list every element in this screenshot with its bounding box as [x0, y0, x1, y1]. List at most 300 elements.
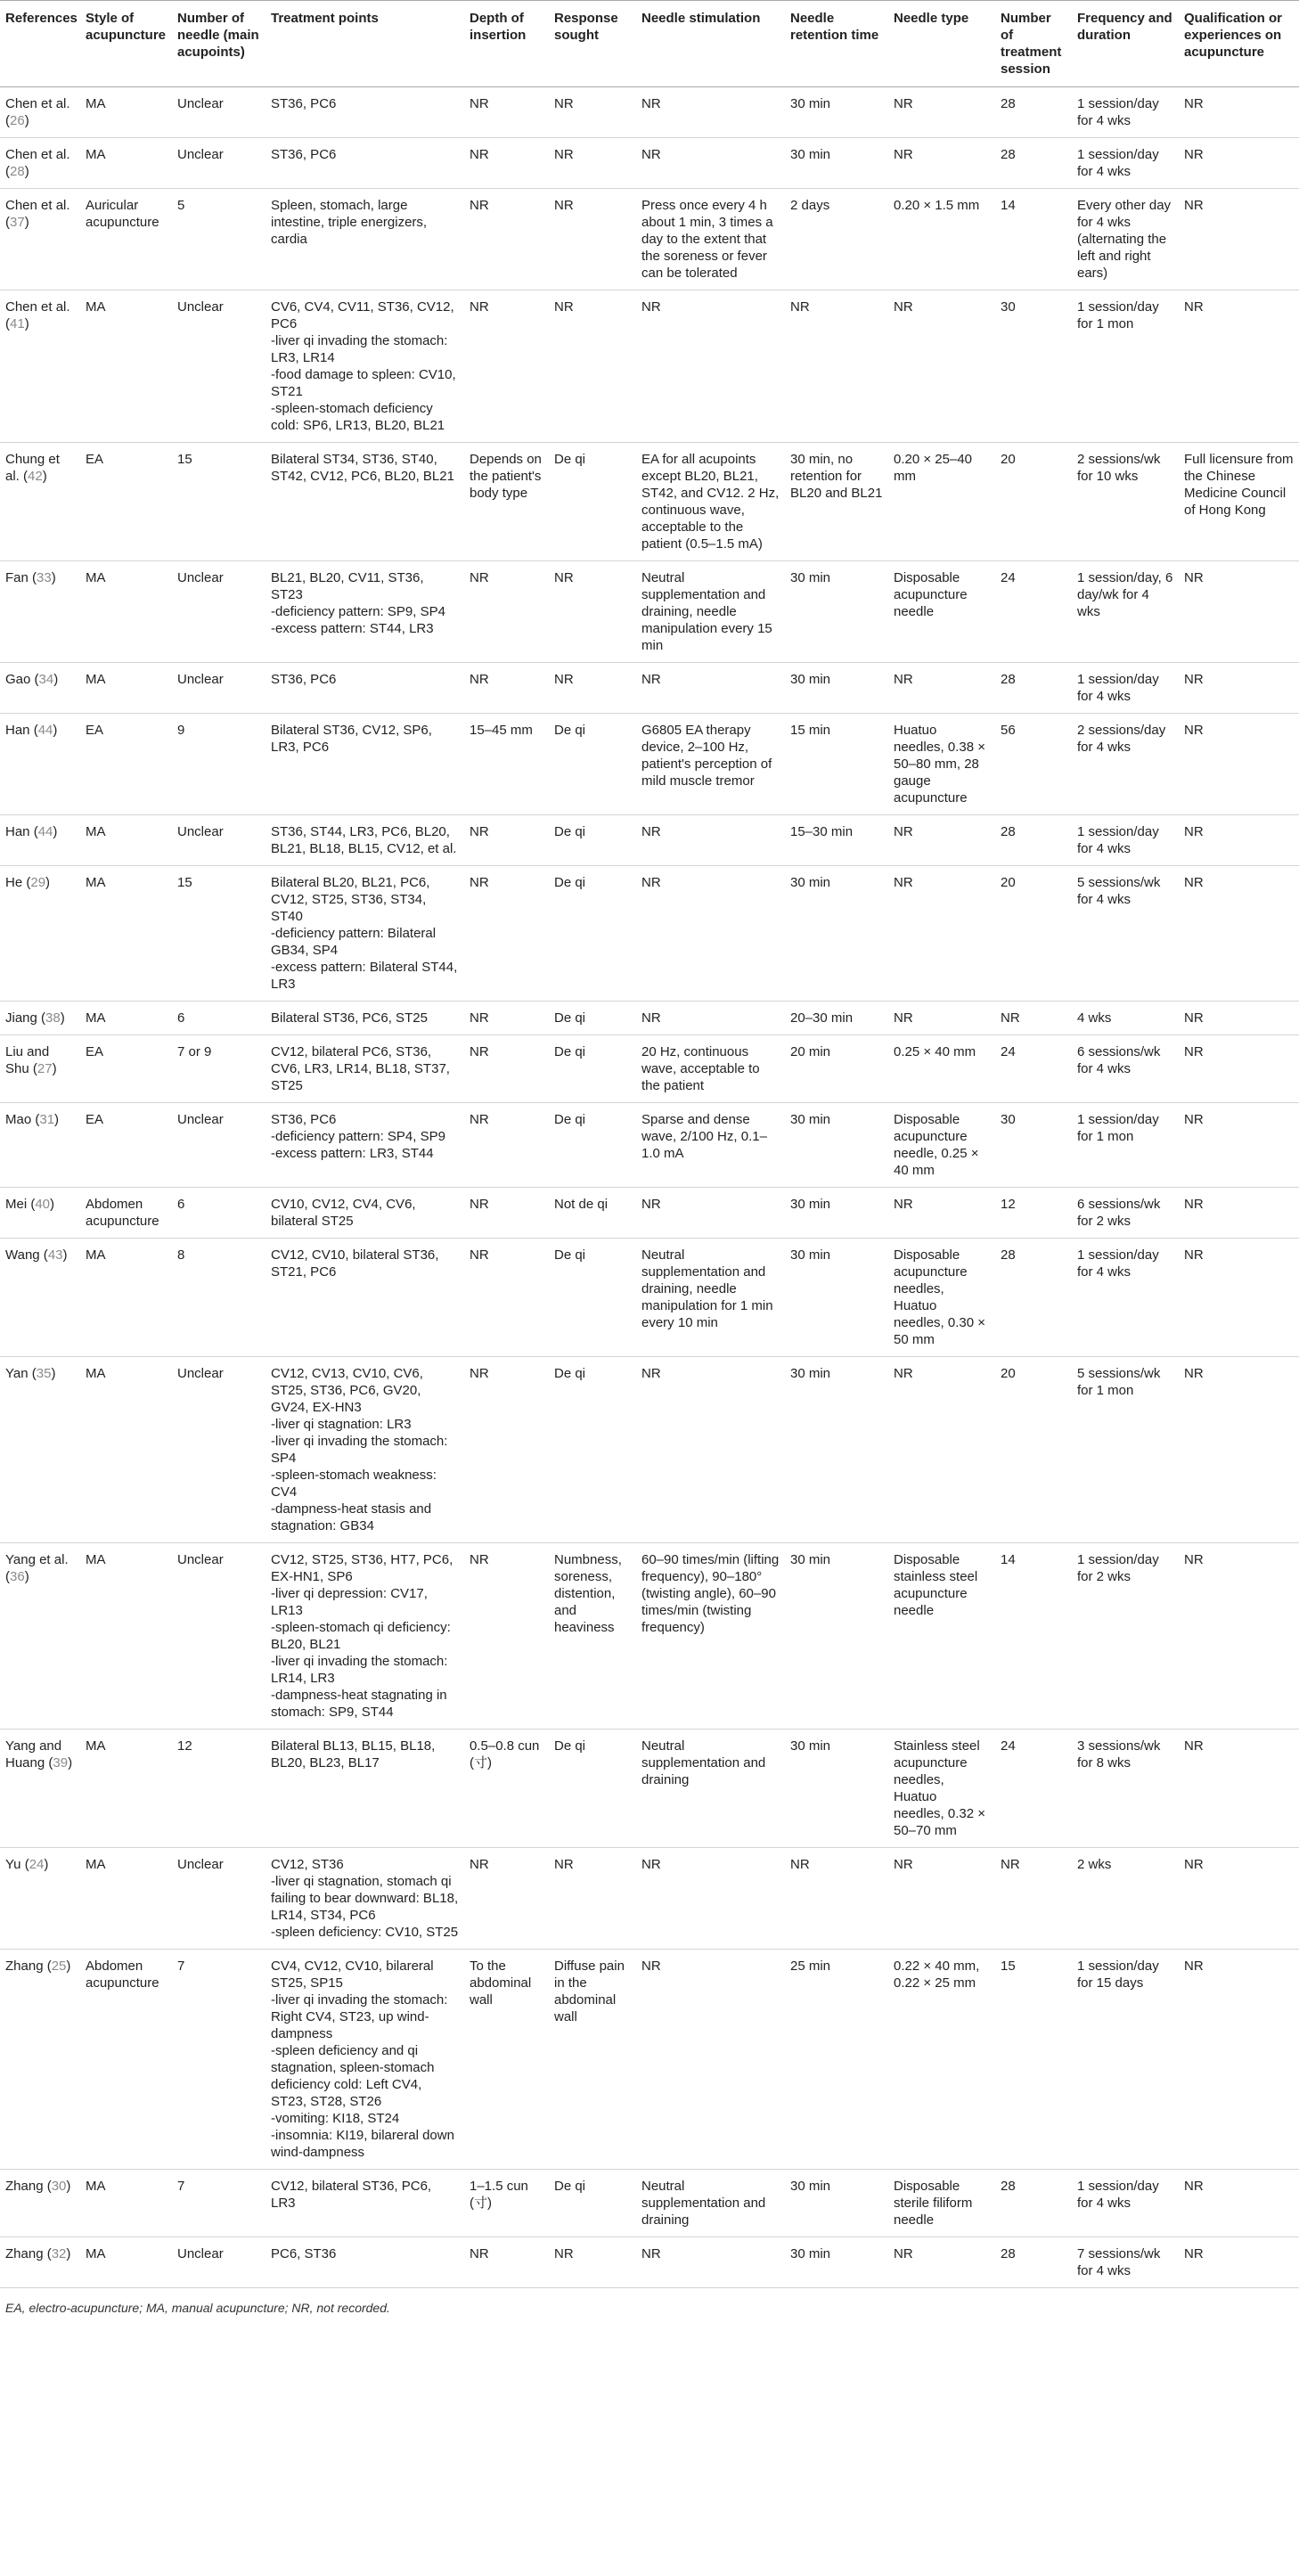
reference-author: Zhang	[5, 2246, 44, 2261]
cell-depth: NR	[464, 1357, 549, 1543]
cell-depth: NR	[464, 663, 549, 714]
cell-style: MA	[80, 561, 172, 663]
table-row	[0, 1035, 1299, 1103]
cell-stimulation: NR	[636, 815, 785, 866]
cell-number-of-needle: 9	[172, 714, 266, 815]
cell-number-of-needle: 15	[172, 866, 266, 1002]
table-row	[0, 663, 1299, 714]
cell-number-of-needle: Unclear	[172, 1543, 266, 1730]
cell-qualification: NR	[1179, 2170, 1299, 2237]
cell-retention: 30 min	[785, 1730, 888, 1848]
reference-author: Chung et al.	[5, 452, 60, 484]
cell-sessions: 30	[995, 1103, 1072, 1188]
cell-frequency: 6 sessions/wk for 2 wks	[1072, 1188, 1179, 1239]
cell-response: De qi	[549, 1357, 636, 1543]
cell-style: Auricular acupuncture	[80, 189, 172, 290]
reference-author: Zhang	[5, 2179, 44, 2194]
cell-reference: Chen et al. (28)	[0, 138, 80, 189]
cell-needle-type: NR	[888, 138, 995, 189]
cell-treatment-points: Spleen, stomach, large intestine, triple energizers, cardia	[266, 189, 464, 290]
cell-retention: 20 min	[785, 1035, 888, 1103]
cell-style: MA	[80, 663, 172, 714]
citation-link[interactable]: 43	[47, 1247, 63, 1263]
cell-sessions: 15	[995, 1950, 1072, 2170]
table-row	[0, 1103, 1299, 1188]
cell-response: De qi	[549, 1730, 636, 1848]
cell-qualification: NR	[1179, 1239, 1299, 1357]
header-number-of-needle: Number of needle (main acupoints)	[172, 1, 266, 87]
cell-response: De qi	[549, 2170, 636, 2237]
cell-qualification: Full licensure from the Chinese Medicine Council of Hong Kong	[1179, 443, 1299, 561]
cell-treatment-points: PC6, ST36	[266, 2237, 464, 2288]
cell-needle-type: NR	[888, 1002, 995, 1035]
cell-stimulation: NR	[636, 87, 785, 138]
cell-retention: 30 min	[785, 87, 888, 138]
table-row	[0, 138, 1299, 189]
cell-sessions: 14	[995, 1543, 1072, 1730]
cell-depth: NR	[464, 561, 549, 663]
cell-depth: 0.5–0.8 cun (寸)	[464, 1730, 549, 1848]
cell-retention: 30 min, no retention for BL20 and BL21	[785, 443, 888, 561]
cell-qualification: NR	[1179, 1357, 1299, 1543]
table-body	[0, 87, 1299, 2288]
cell-reference: Han (44)	[0, 815, 80, 866]
table-row	[0, 561, 1299, 663]
cell-response: NR	[549, 87, 636, 138]
cell-style: MA	[80, 2170, 172, 2237]
cell-response: NR	[549, 138, 636, 189]
header-needle-type: Needle type	[888, 1, 995, 87]
citation-link[interactable]: 31	[39, 1112, 55, 1127]
citation-link[interactable]: 28	[10, 164, 25, 179]
cell-response: NR	[549, 663, 636, 714]
cell-frequency: 1 session/day for 4 wks	[1072, 138, 1179, 189]
cell-frequency: 4 wks	[1072, 1002, 1179, 1035]
cell-needle-type: 0.20 × 25–40 mm	[888, 443, 995, 561]
cell-number-of-needle: 7 or 9	[172, 1035, 266, 1103]
citation-link[interactable]: 38	[45, 1010, 61, 1026]
cell-treatment-points: Bilateral ST36, PC6, ST25	[266, 1002, 464, 1035]
cell-reference: Jiang (38)	[0, 1002, 80, 1035]
cell-response: De qi	[549, 443, 636, 561]
table-row	[0, 1239, 1299, 1357]
cell-stimulation: Sparse and dense wave, 2/100 Hz, 0.1–1.0 mA	[636, 1103, 785, 1188]
header-frequency: Frequency and duration	[1072, 1, 1179, 87]
cell-qualification: NR	[1179, 1950, 1299, 2170]
cell-number-of-needle: Unclear	[172, 815, 266, 866]
header-qualification: Qualification or experiences on acupuncture	[1179, 1, 1299, 87]
reference-author: Chen et al.	[5, 147, 70, 162]
table-row	[0, 1950, 1299, 2170]
cell-number-of-needle: Unclear	[172, 2237, 266, 2288]
cell-treatment-points: CV12, bilateral ST36, PC6, LR3	[266, 2170, 464, 2237]
cell-response: De qi	[549, 1035, 636, 1103]
cell-reference: Mei (40)	[0, 1188, 80, 1239]
header-style: Style of acupuncture	[80, 1, 172, 87]
cell-depth: NR	[464, 866, 549, 1002]
cell-sessions: 24	[995, 561, 1072, 663]
citation-link[interactable]: 30	[51, 2179, 67, 2194]
cell-retention: 30 min	[785, 561, 888, 663]
cell-sessions: 20	[995, 1357, 1072, 1543]
citation-link[interactable]: 37	[10, 215, 25, 230]
cell-reference: Chung et al. (42)	[0, 443, 80, 561]
table-row	[0, 1357, 1299, 1543]
cell-reference: Yu (24)	[0, 1848, 80, 1950]
cell-response: De qi	[549, 1103, 636, 1188]
cell-needle-type: Disposable acupuncture needle	[888, 561, 995, 663]
cell-sessions: NR	[995, 1002, 1072, 1035]
cell-qualification: NR	[1179, 290, 1299, 443]
citation-link[interactable]: 29	[30, 875, 46, 890]
cell-number-of-needle: 12	[172, 1730, 266, 1848]
cell-response: NR	[549, 1848, 636, 1950]
table-row	[0, 1188, 1299, 1239]
cell-sessions: 20	[995, 866, 1072, 1002]
cell-sessions: 24	[995, 1035, 1072, 1103]
cell-reference: Mao (31)	[0, 1103, 80, 1188]
cell-treatment-points: CV12, CV10, bilateral ST36, ST21, PC6	[266, 1239, 464, 1357]
cell-needle-type: Disposable sterile filiform needle	[888, 2170, 995, 2237]
cell-frequency: 5 sessions/wk for 4 wks	[1072, 866, 1179, 1002]
reference-author: Yan	[5, 1366, 29, 1381]
cell-treatment-points: Bilateral ST36, CV12, SP6, LR3, PC6	[266, 714, 464, 815]
cell-needle-type: NR	[888, 815, 995, 866]
cell-sessions: 12	[995, 1188, 1072, 1239]
cell-stimulation: NR	[636, 1188, 785, 1239]
header-retention: Needle retention time	[785, 1, 888, 87]
cell-frequency: 7 sessions/wk for 4 wks	[1072, 2237, 1179, 2288]
cell-retention: 30 min	[785, 2237, 888, 2288]
cell-frequency: 1 session/day for 1 mon	[1072, 290, 1179, 443]
cell-response: NR	[549, 2237, 636, 2288]
cell-reference: Fan (33)	[0, 561, 80, 663]
cell-depth: NR	[464, 1239, 549, 1357]
table-row	[0, 1730, 1299, 1848]
cell-needle-type: NR	[888, 1188, 995, 1239]
table-row	[0, 1002, 1299, 1035]
cell-treatment-points: ST36, PC6	[266, 87, 464, 138]
cell-number-of-needle: Unclear	[172, 1357, 266, 1543]
cell-style: Abdomen acupuncture	[80, 1188, 172, 1239]
reference-author: Jiang	[5, 1010, 37, 1026]
cell-needle-type: NR	[888, 87, 995, 138]
reference-author: Chen et al.	[5, 198, 70, 213]
cell-retention: 25 min	[785, 1950, 888, 2170]
cell-style: EA	[80, 443, 172, 561]
cell-style: MA	[80, 1002, 172, 1035]
cell-number-of-needle: 6	[172, 1188, 266, 1239]
cell-frequency: 1 session/day for 4 wks	[1072, 1239, 1179, 1357]
cell-frequency: 1 session/day for 4 wks	[1072, 87, 1179, 138]
header-stimulation: Needle stimulation	[636, 1, 785, 87]
cell-retention: 2 days	[785, 189, 888, 290]
cell-response: NR	[549, 290, 636, 443]
cell-response: De qi	[549, 1239, 636, 1357]
cell-style: MA	[80, 2237, 172, 2288]
cell-stimulation: NR	[636, 2237, 785, 2288]
cell-style: MA	[80, 290, 172, 443]
cell-qualification: NR	[1179, 1848, 1299, 1950]
cell-frequency: 1 session/day for 4 wks	[1072, 663, 1179, 714]
cell-reference: Yang and Huang (39)	[0, 1730, 80, 1848]
reference-author: Chen et al.	[5, 96, 70, 111]
cell-response: NR	[549, 189, 636, 290]
cell-treatment-points: CV6, CV4, CV11, ST36, CV12, PC6 -liver qi invading the stomach: LR3, LR14 -food damage to spleen: CV10, ST21 -spleen-stomach deficiency cold: SP6, LR13, BL20, BL21	[266, 290, 464, 443]
table-row	[0, 290, 1299, 443]
cell-reference: Chen et al. (26)	[0, 87, 80, 138]
citation-link[interactable]: 25	[51, 1959, 67, 1974]
cell-depth: NR	[464, 1848, 549, 1950]
cell-sessions: 28	[995, 2237, 1072, 2288]
cell-retention: 30 min	[785, 1357, 888, 1543]
citation-link[interactable]: 42	[28, 469, 43, 484]
cell-number-of-needle: 7	[172, 1950, 266, 2170]
citation-link[interactable]: 26	[10, 113, 25, 128]
cell-treatment-points: ST36, ST44, LR3, PC6, BL20, BL21, BL18, BL15, CV12, et al.	[266, 815, 464, 866]
cell-retention: NR	[785, 1848, 888, 1950]
cell-sessions: 28	[995, 138, 1072, 189]
table-row	[0, 189, 1299, 290]
cell-treatment-points: ST36, PC6 -deficiency pattern: SP4, SP9 -excess pattern: LR3, ST44	[266, 1103, 464, 1188]
cell-qualification: NR	[1179, 1188, 1299, 1239]
citation-link[interactable]: 41	[10, 316, 25, 331]
cell-depth: NR	[464, 138, 549, 189]
cell-stimulation: G6805 EA therapy device, 2–100 Hz, patient's perception of mild muscle tremor	[636, 714, 785, 815]
cell-style: Abdomen acupuncture	[80, 1950, 172, 2170]
cell-stimulation: 20 Hz, continuous wave, acceptable to the patient	[636, 1035, 785, 1103]
cell-style: MA	[80, 87, 172, 138]
table-row	[0, 443, 1299, 561]
reference-author: Yu	[5, 1857, 21, 1872]
cell-response: NR	[549, 561, 636, 663]
cell-style: EA	[80, 1035, 172, 1103]
cell-qualification: NR	[1179, 1002, 1299, 1035]
cell-stimulation: NR	[636, 663, 785, 714]
cell-reference: Zhang (30)	[0, 2170, 80, 2237]
reference-author: Yang and Huang	[5, 1738, 62, 1770]
cell-reference: He (29)	[0, 866, 80, 1002]
reference-author: Fan	[5, 570, 29, 585]
reference-author: Zhang	[5, 1959, 44, 1974]
cell-frequency: 2 wks	[1072, 1848, 1179, 1950]
citation-link[interactable]: 24	[29, 1857, 45, 1872]
header-treatment-points: Treatment points	[266, 1, 464, 87]
cell-style: MA	[80, 1357, 172, 1543]
cell-number-of-needle: 8	[172, 1239, 266, 1357]
cell-frequency: Every other day for 4 wks (alternating the left and right ears)	[1072, 189, 1179, 290]
cell-reference: Zhang (25)	[0, 1950, 80, 2170]
cell-treatment-points: CV12, ST25, ST36, HT7, PC6, EX-HN1, SP6 -liver qi depression: CV17, LR13 -spleen-stomach qi deficiency: BL20, BL21 -liver qi invading the stomach: LR14, LR3 -dampness-heat stagnating in stomach: SP9, ST44	[266, 1543, 464, 1730]
cell-frequency: 6 sessions/wk for 4 wks	[1072, 1035, 1179, 1103]
cell-retention: 20–30 min	[785, 1002, 888, 1035]
reference-author: Yang et al.	[5, 1552, 69, 1567]
citation-link[interactable]: 32	[51, 2246, 67, 2261]
cell-retention: 30 min	[785, 663, 888, 714]
cell-qualification: NR	[1179, 561, 1299, 663]
cell-needle-type: Huatuo needles, 0.38 × 50–80 mm, 28 gauge acupuncture	[888, 714, 995, 815]
citation-link[interactable]: 36	[10, 1569, 25, 1584]
cell-style: MA	[80, 1848, 172, 1950]
cell-treatment-points: BL21, BL20, CV11, ST36, ST23 -deficiency pattern: SP9, SP4 -excess pattern: ST44, LR3	[266, 561, 464, 663]
header-sessions: Number of treatment session	[995, 1, 1072, 87]
cell-reference: Yan (35)	[0, 1357, 80, 1543]
citation-link[interactable]: 34	[38, 672, 54, 687]
reference-author: Liu and Shu	[5, 1044, 50, 1076]
cell-frequency: 1 session/day for 15 days	[1072, 1950, 1179, 2170]
citation-link[interactable]: 44	[37, 723, 53, 738]
cell-style: EA	[80, 1103, 172, 1188]
cell-stimulation: NR	[636, 138, 785, 189]
cell-sessions: 28	[995, 2170, 1072, 2237]
cell-depth: Depends on the patient's body type	[464, 443, 549, 561]
cell-reference: Wang (43)	[0, 1239, 80, 1357]
cell-number-of-needle: Unclear	[172, 87, 266, 138]
header-depth: Depth of insertion	[464, 1, 549, 87]
cell-response: Numbness, soreness, distention, and heaviness	[549, 1543, 636, 1730]
cell-stimulation: Neutral supplementation and draining	[636, 1730, 785, 1848]
cell-needle-type: 0.22 × 40 mm, 0.22 × 25 mm	[888, 1950, 995, 2170]
reference-author: Mei	[5, 1197, 28, 1212]
cell-needle-type: NR	[888, 290, 995, 443]
cell-number-of-needle: 5	[172, 189, 266, 290]
cell-stimulation: Neutral supplementation and draining, needle manipulation every 15 min	[636, 561, 785, 663]
cell-reference: Chen et al. (41)	[0, 290, 80, 443]
cell-sessions: 56	[995, 714, 1072, 815]
cell-frequency: 1 session/day for 2 wks	[1072, 1543, 1179, 1730]
cell-qualification: NR	[1179, 189, 1299, 290]
cell-sessions: 14	[995, 189, 1072, 290]
cell-treatment-points: Bilateral BL20, BL21, PC6, CV12, ST25, ST36, ST34, ST40 -deficiency pattern: Bilateral GB34, SP4 -excess pattern: Bilateral ST44, LR3	[266, 866, 464, 1002]
cell-qualification: NR	[1179, 87, 1299, 138]
cell-needle-type: Disposable stainless steel acupuncture needle	[888, 1543, 995, 1730]
citation-link[interactable]: 33	[37, 570, 52, 585]
cell-treatment-points: ST36, PC6	[266, 663, 464, 714]
reference-author: Gao	[5, 672, 31, 687]
header-references: References	[0, 1, 80, 87]
cell-number-of-needle: Unclear	[172, 561, 266, 663]
cell-retention: 30 min	[785, 138, 888, 189]
cell-qualification: NR	[1179, 1543, 1299, 1730]
cell-stimulation: NR	[636, 1848, 785, 1950]
cell-needle-type: 0.20 × 1.5 mm	[888, 189, 995, 290]
cell-qualification: NR	[1179, 1103, 1299, 1188]
cell-depth: NR	[464, 815, 549, 866]
cell-style: EA	[80, 714, 172, 815]
cell-depth: NR	[464, 1543, 549, 1730]
cell-qualification: NR	[1179, 2237, 1299, 2288]
cell-style: MA	[80, 1730, 172, 1848]
cell-number-of-needle: Unclear	[172, 1103, 266, 1188]
cell-retention: 30 min	[785, 866, 888, 1002]
cell-qualification: NR	[1179, 138, 1299, 189]
cell-sessions: 20	[995, 443, 1072, 561]
cell-sessions: 30	[995, 290, 1072, 443]
cell-retention: 30 min	[785, 1543, 888, 1730]
cell-reference: Han (44)	[0, 714, 80, 815]
cell-treatment-points: CV4, CV12, CV10, bilareral ST25, SP15 -liver qi invading the stomach: Right CV4, ST23, up wind-dampness -spleen deficiency and qi stagnation, spleen-stomach deficiency cold: Left CV4, ST23, ST28, ST26 -vomiting: KI18, ST24 -insomnia: KI19, bilareral down wind-dampness	[266, 1950, 464, 2170]
cell-needle-type: Disposable acupuncture needles, Huatuo needles, 0.30 × 50 mm	[888, 1239, 995, 1357]
cell-retention: NR	[785, 290, 888, 443]
table-row	[0, 815, 1299, 866]
cell-qualification: NR	[1179, 663, 1299, 714]
cell-frequency: 1 session/day for 1 mon	[1072, 1103, 1179, 1188]
citation-link[interactable]: 39	[53, 1755, 69, 1770]
cell-needle-type: NR	[888, 663, 995, 714]
cell-stimulation: NR	[636, 290, 785, 443]
cell-number-of-needle: Unclear	[172, 663, 266, 714]
cell-frequency: 3 sessions/wk for 8 wks	[1072, 1730, 1179, 1848]
cell-retention: 30 min	[785, 1239, 888, 1357]
cell-depth: NR	[464, 2237, 549, 2288]
reference-author: Han	[5, 723, 30, 738]
cell-number-of-needle: Unclear	[172, 1848, 266, 1950]
cell-treatment-points: ST36, PC6	[266, 138, 464, 189]
table-row	[0, 866, 1299, 1002]
cell-style: MA	[80, 815, 172, 866]
cell-reference: Zhang (32)	[0, 2237, 80, 2288]
cell-treatment-points: Bilateral ST34, ST36, ST40, ST42, CV12, PC6, BL20, BL21	[266, 443, 464, 561]
cell-depth: NR	[464, 1002, 549, 1035]
cell-reference: Gao (34)	[0, 663, 80, 714]
cell-stimulation: 60–90 times/min (lifting frequency), 90–180° (twisting angle), 60–90 times/min (twisting frequency)	[636, 1543, 785, 1730]
cell-retention: 15 min	[785, 714, 888, 815]
reference-author: Wang	[5, 1247, 40, 1263]
cell-stimulation: EA for all acupoints except BL20, BL21, ST42, and CV12. 2 Hz, continuous wave, acceptable to the patient (0.5–1.5 mA)	[636, 443, 785, 561]
cell-depth: To the abdominal wall	[464, 1950, 549, 2170]
cell-number-of-needle: Unclear	[172, 138, 266, 189]
cell-qualification: NR	[1179, 1035, 1299, 1103]
header-response: Response sought	[549, 1, 636, 87]
citation-link[interactable]: 44	[37, 824, 53, 839]
cell-sessions: 24	[995, 1730, 1072, 1848]
cell-number-of-needle: 15	[172, 443, 266, 561]
cell-retention: 30 min	[785, 1103, 888, 1188]
cell-treatment-points: CV12, CV13, CV10, CV6, ST25, ST36, PC6, GV20, GV24, EX-HN3 -liver qi stagnation: LR3 -liver qi invading the stomach: SP4 -spleen-stomach weakness: CV4 -dampness-heat stasis and stagnation: GB34	[266, 1357, 464, 1543]
cell-frequency: 2 sessions/day for 4 wks	[1072, 714, 1179, 815]
cell-depth: 1–1.5 cun (寸)	[464, 2170, 549, 2237]
cell-response: De qi	[549, 866, 636, 1002]
table-row	[0, 2170, 1299, 2237]
cell-frequency: 1 session/day for 4 wks	[1072, 2170, 1179, 2237]
cell-qualification: NR	[1179, 1730, 1299, 1848]
cell-stimulation: Press once every 4 h about 1 min, 3 times a day to the extent that the soreness or fever can be tolerated	[636, 189, 785, 290]
cell-number-of-needle: Unclear	[172, 290, 266, 443]
citation-link[interactable]: 40	[35, 1197, 51, 1212]
cell-depth: 15–45 mm	[464, 714, 549, 815]
reference-author: Mao	[5, 1112, 32, 1127]
cell-frequency: 5 sessions/wk for 1 mon	[1072, 1357, 1179, 1543]
cell-style: MA	[80, 866, 172, 1002]
reference-author: Han	[5, 824, 30, 839]
cell-depth: NR	[464, 1103, 549, 1188]
cell-stimulation: NR	[636, 1357, 785, 1543]
cell-response: Not de qi	[549, 1188, 636, 1239]
cell-response: De qi	[549, 1002, 636, 1035]
table-row	[0, 87, 1299, 138]
cell-depth: NR	[464, 1035, 549, 1103]
cell-qualification: NR	[1179, 866, 1299, 1002]
cell-needle-type: NR	[888, 866, 995, 1002]
cell-retention: 15–30 min	[785, 815, 888, 866]
cell-sessions: 28	[995, 1239, 1072, 1357]
citation-link[interactable]: 35	[36, 1366, 52, 1381]
cell-stimulation: NR	[636, 866, 785, 1002]
cell-response: De qi	[549, 714, 636, 815]
table-footnote: EA, electro-acupuncture; MA, manual acupuncture; NR, not recorded.	[5, 2301, 390, 2315]
citation-link[interactable]: 27	[37, 1061, 53, 1076]
cell-needle-type: Disposable acupuncture needle, 0.25 × 40 mm	[888, 1103, 995, 1188]
